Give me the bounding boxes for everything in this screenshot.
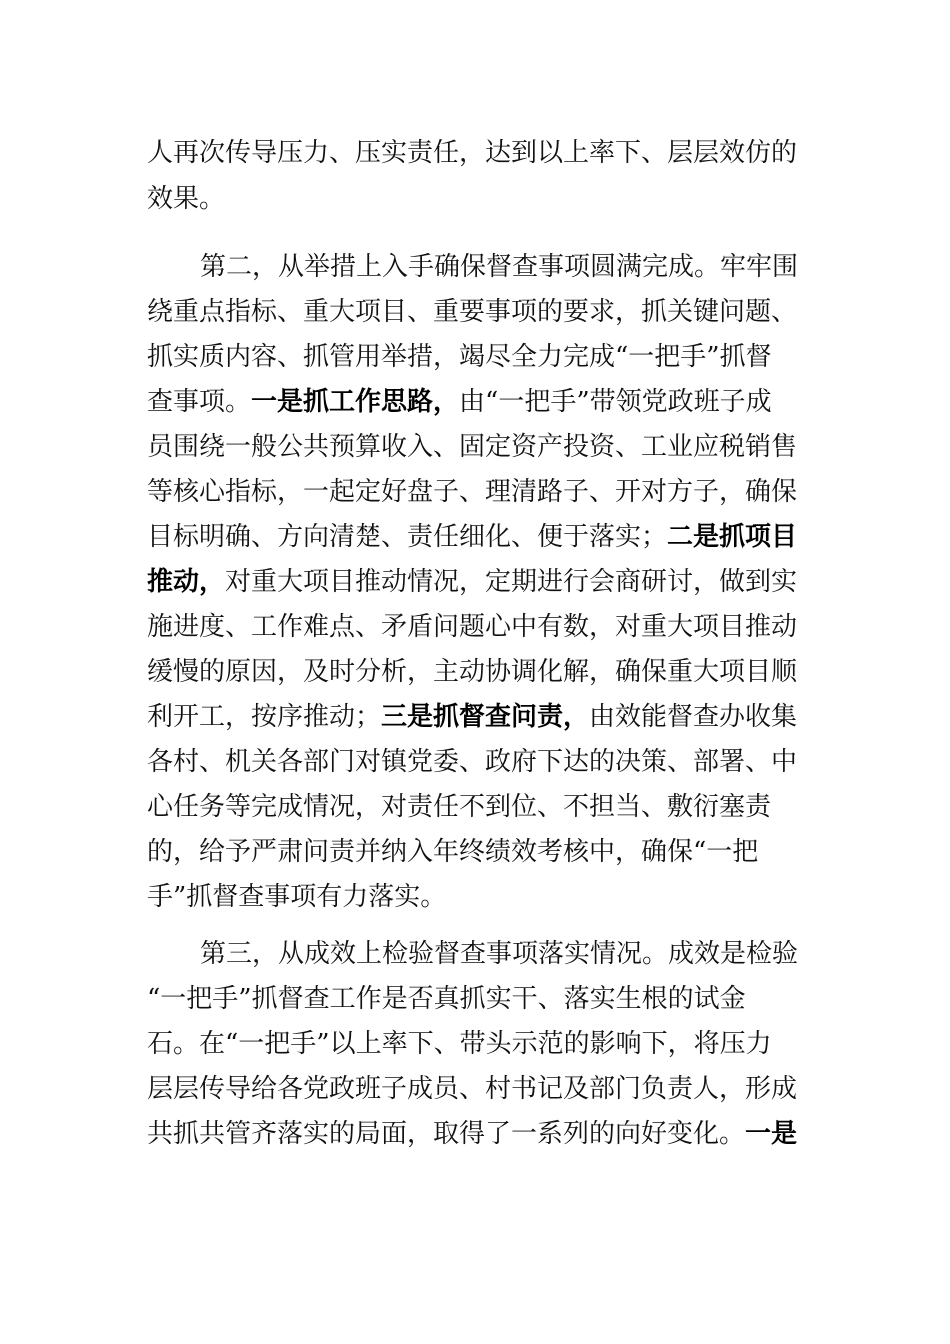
bold-heading: 一是	[745, 1119, 798, 1149]
text-segment: 第二，从举措上入手确保督查事项圆满完成。牢牢围	[200, 252, 799, 282]
text-segment: 的，给予严肃问责并纳入年终绩效考核中，确保“一把	[147, 837, 759, 867]
text-segment: 等核心指标，一起定好盘子、理清路子、开对方子，确保	[147, 477, 798, 507]
bold-heading: 推动，	[147, 567, 226, 597]
text-segment: 绕重点指标、重大项目、重要事项的要求，抓关键问题、	[147, 297, 798, 327]
paragraph-start-line	[200, 244, 798, 290]
text-segment: 心任务等完成情况，对责任不到位、不担当、敷衍塞责	[147, 792, 772, 822]
text-segment: 查事项。	[147, 387, 252, 417]
text-segment: 共抓共管齐落实的局面，取得了一系列的向好变化。	[147, 1119, 746, 1149]
text-line	[147, 874, 446, 920]
text-line	[147, 604, 797, 650]
text-line	[147, 784, 771, 830]
text-line	[147, 130, 797, 176]
text-segment: 利开工，按序推动；	[147, 702, 382, 732]
text-segment: 目标明确、方向清楚、责任细化、便于落实；	[147, 522, 668, 552]
text-line	[147, 1111, 797, 1157]
text-segment: 缓慢的原因，及时分析，主动协调化解，确保重大项目顺	[147, 657, 798, 687]
bold-heading: 三是抓督查问责，	[381, 702, 590, 732]
paragraph-start-line	[200, 931, 798, 977]
text-line	[147, 739, 797, 785]
text-line	[147, 379, 772, 425]
text-segment: 由效能督查办收集	[589, 702, 798, 732]
text-segment: 石。在“一把手”以上率下、带头示范的影响下，将压力	[147, 1029, 772, 1059]
text-segment: 各村、机关各部门对镇党委、政府下达的决策、部署、中	[147, 747, 798, 777]
text-line	[147, 334, 772, 380]
text-segment: 施进度、工作难点、矛盾问题心中有数，对重大项目推动	[147, 612, 798, 642]
text-segment: 第三，从成效上检验督查事项落实情况。成效是检验	[200, 939, 799, 969]
text-line	[147, 469, 797, 515]
text-segment: 手”抓督查事项有力落实。	[147, 882, 447, 912]
text-line	[147, 176, 225, 222]
text-line	[147, 1066, 797, 1112]
text-segment: 抓实质内容、抓管用举措，竭尽全力完成“一把手”抓督	[147, 342, 772, 372]
bold-heading: 二是抓项目	[667, 522, 798, 552]
text-segment: 对重大项目推动情况，定期进行会商研讨，做到实	[225, 567, 798, 597]
text-segment: 层层传导给各党政班子成员、村书记及部门负责人，形成	[147, 1074, 798, 1104]
text-line	[147, 289, 797, 335]
text-segment: 由“一把手”带领党政班子成	[459, 387, 772, 417]
text-segment: 员围绕一般公共预算收入、固定资产投资、工业应税销售	[147, 432, 798, 462]
text-line	[147, 559, 797, 605]
text-line	[147, 976, 746, 1022]
text-segment: 人再次传导压力、压实责任，达到以上率下、层层效仿的	[147, 138, 798, 168]
text-segment: “一把手”抓督查工作是否真抓实干、落实生根的试金	[147, 984, 746, 1014]
text-line	[147, 649, 797, 695]
bold-heading: 一是抓工作思路，	[251, 387, 460, 417]
text-line	[147, 424, 797, 470]
text-line	[147, 514, 797, 560]
text-line	[147, 829, 758, 875]
text-segment: 效果。	[147, 184, 226, 214]
text-line	[147, 1021, 772, 1067]
text-line	[147, 694, 797, 740]
